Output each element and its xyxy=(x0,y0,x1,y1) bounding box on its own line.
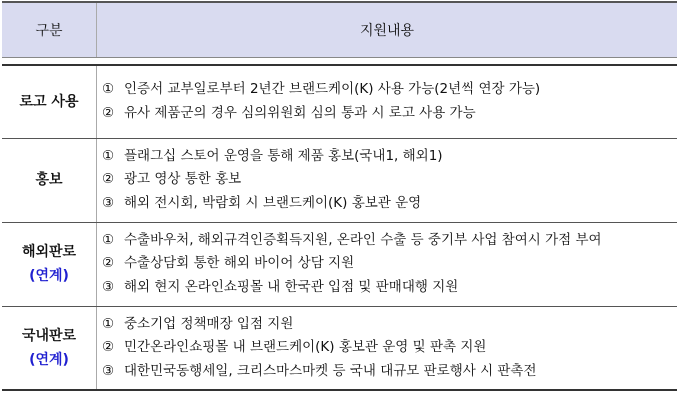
item-text: 대한민국동행세일, 크리스마스마켓 등 국내 대규모 판로행사 시 판촉전 xyxy=(124,362,537,379)
row-content xyxy=(97,138,678,222)
item-text: 해외 전시회, 박람회 시 브랜드케이(K) 홍보관 운영 xyxy=(124,194,422,211)
list-item xyxy=(102,168,677,192)
item-number: ③ xyxy=(102,194,115,211)
list-item xyxy=(102,78,677,102)
table-row-promotion xyxy=(2,138,677,222)
list-item xyxy=(102,313,677,337)
item-number: ② xyxy=(102,255,115,272)
header-category: 구분 xyxy=(2,2,97,58)
row-content xyxy=(97,306,678,390)
item-text: 플래그십 스토어 운영을 통해 제품 홍보(국내1, 해외1) xyxy=(124,147,443,164)
item-number: ② xyxy=(102,339,115,355)
item-number: ② xyxy=(102,171,115,188)
item-text: 인증서 교부일로부터 2년간 브랜드케이(K) 사용 가능(2년씩 연장 가능) xyxy=(124,81,541,98)
row-category xyxy=(2,138,97,222)
support-table xyxy=(2,1,677,391)
item-text: 중소기업 정책매장 입점 지원 xyxy=(124,315,294,332)
row-category xyxy=(2,65,97,138)
table-row-logo xyxy=(2,65,677,138)
row-category-label: 로고 사용 xyxy=(19,93,79,110)
list-item xyxy=(102,276,677,300)
list-item xyxy=(102,360,677,384)
row-category-label: 해외판로 xyxy=(21,244,77,260)
row-content xyxy=(97,65,678,138)
row-category-sub: (연계) xyxy=(29,351,69,368)
item-text: 민간온라인쇼핑몰 내 브랜드케이(K) 홍보관 운영 및 판촉 지원 xyxy=(124,339,487,355)
item-number: ① xyxy=(102,147,115,164)
row-category-label: 국내판로 xyxy=(21,327,77,344)
row-category-label: 홍보 xyxy=(35,172,63,188)
item-number: ② xyxy=(102,104,115,121)
list-item xyxy=(102,229,677,253)
row-category xyxy=(2,306,97,390)
table-row-domestic-channel xyxy=(2,306,677,390)
item-text: 해외 현지 온라인쇼핑몰 내 한국관 입점 및 판매대행 지원 xyxy=(124,278,459,295)
item-number: ① xyxy=(102,231,115,248)
item-number: ③ xyxy=(102,362,115,379)
header-content: 지원내용 xyxy=(97,2,678,58)
table-header-row xyxy=(2,2,677,58)
item-number: ① xyxy=(102,81,115,98)
list-item xyxy=(102,102,677,126)
item-number: ③ xyxy=(102,278,115,295)
list-item xyxy=(102,252,677,276)
header-gap xyxy=(2,58,677,66)
list-item xyxy=(102,145,677,169)
list-item xyxy=(102,336,677,360)
row-category-sub: (연계) xyxy=(29,268,69,284)
row-content xyxy=(97,222,678,306)
list-item xyxy=(102,192,677,216)
item-text: 수출상담회 통한 해외 바이어 상담 지원 xyxy=(124,255,355,272)
item-text: 수출바우처, 해외규격인증획득지원, 온라인 수출 등 중기부 사업 참여시 가점 부여 xyxy=(124,231,602,248)
item-text: 유사 제품군의 경우 심의위원회 심의 통과 시 로고 사용 가능 xyxy=(124,104,476,121)
item-number: ① xyxy=(102,315,115,332)
table-row-overseas-channel xyxy=(2,222,677,306)
item-text: 광고 영상 통한 홍보 xyxy=(124,171,242,188)
row-category xyxy=(2,222,97,306)
